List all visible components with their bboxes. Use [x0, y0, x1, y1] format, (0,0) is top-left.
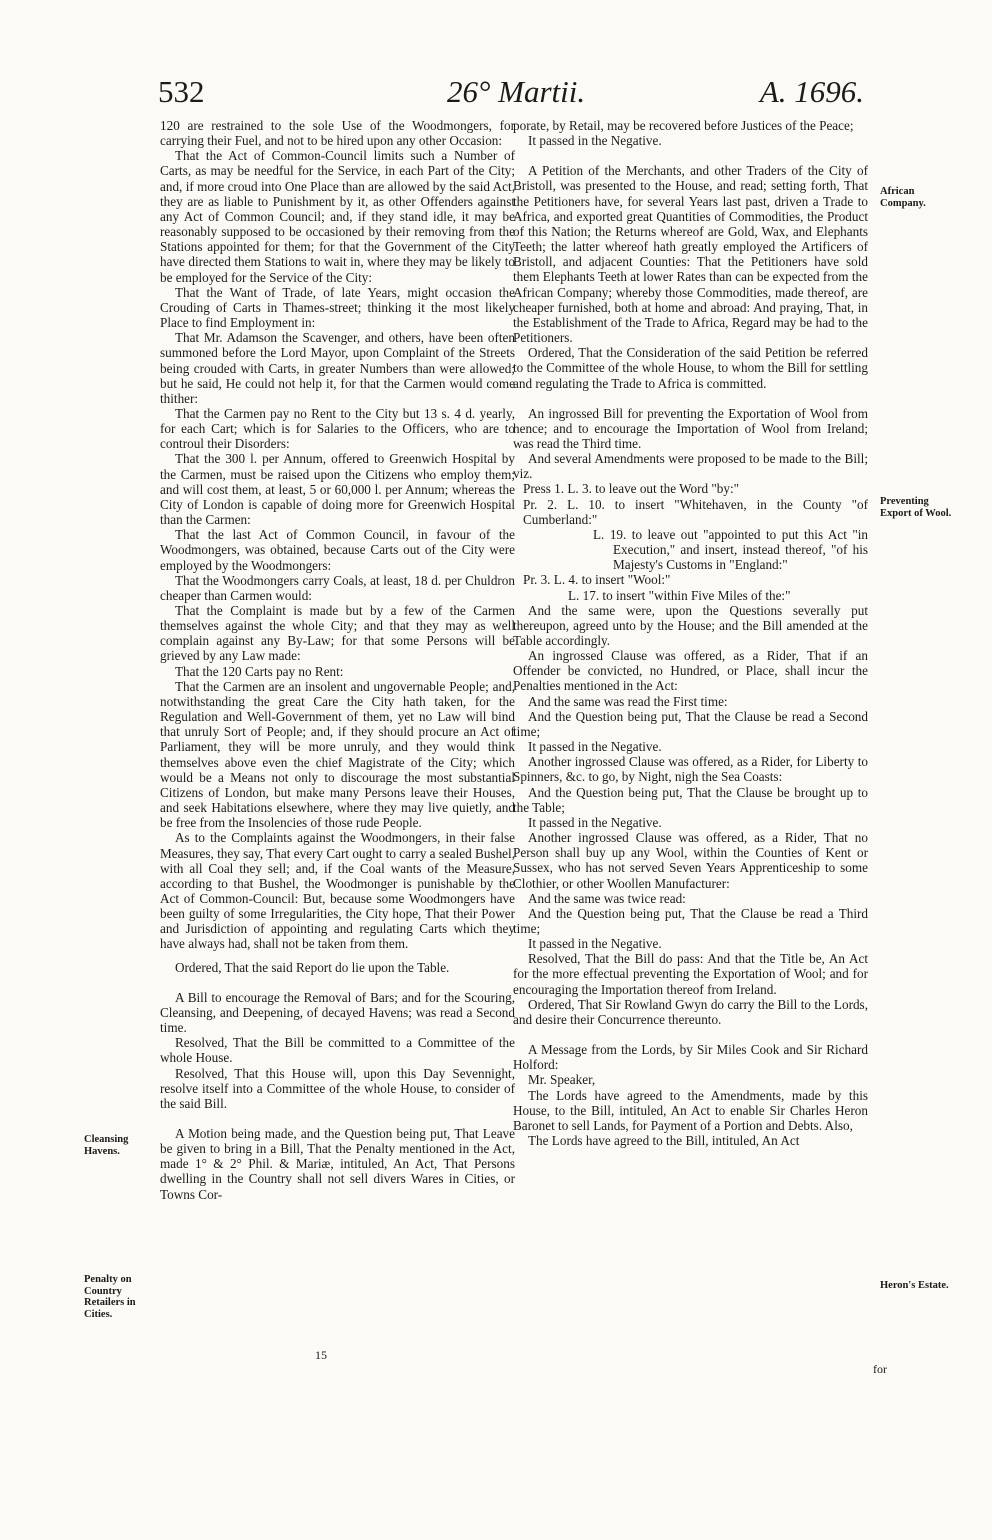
paragraph: That the Want of Trade, of late Years, might occasion the Crouding of Carts in Thames-street; thinking it the most likely Place to find Employment in: — [160, 284, 515, 331]
paragraph: Ordered, That Sir Rowland Gwyn do carry the Bill to the Lords, and desire their Concurrence thereunto. — [513, 996, 868, 1027]
paragraph: It passed in the Negative. — [528, 814, 662, 830]
paragraph: It passed in the Negative. — [528, 739, 662, 755]
margin-note-cleansing-havens: Cleansing Havens. — [84, 1134, 129, 1157]
paragraph: An ingrossed Bill for preventing the Exportation of Wool from hence; and to encourage the Importation of Wool from Ireland; was read the Third time. — [513, 405, 868, 451]
paragraph: Resolved, That this House will, upon this Day Sevennight, resolve itself into a Committee of the whole House, to consider of the said Bill. — [160, 1065, 515, 1111]
amendment: L. 19. to leave out "appointed to put this Act "in Execution," and insert, instead thereof, "of his Majesty's Customs in "England:" — [593, 526, 868, 573]
paragraph: That the Act of Common-Council limits such a Number of Carts, as may be needful for the Service, in each Part of the City; and, if more croud into One Place than are allowed by the said Act, they are as liable to Punishment by it, as other Offenders against any Act of Common Council; and, if they stand idle, it may be reasonably supposed to be occasioned by their removing from the Stations appointed for them; for that the Government of the City have directed them Stations to wait in, where they may be likely to be employed for the Service of the City: — [160, 148, 515, 285]
paragraph: That Mr. Adamson the Scavenger, and others, have been often summoned before the Lord Mayor, upon Complaint of the Streets being crouded with Carts, in greater Numbers than were allowed; but he said, He could not help it, for that the Carmen would come thither: — [160, 330, 515, 406]
paragraph: That the Carmen pay no Rent to the City but 13 s. 4 d. yearly, for each Cart; which is for Salaries to the Officers, who are to controul their Disorders: — [160, 405, 515, 452]
margin-note-african-company: African Company. — [880, 186, 926, 209]
paragraph: And the Question being put, That the Clause be read a Second time; — [513, 708, 868, 739]
paragraph: That the Carmen are an insolent and ungovernable People; and, notwithstanding the great Care the City hath taken, for the Regulation and Well-Government of them, yet no Law will bind that unruly Sort of People; and, if they should procure an Act of Parliament, they will be more unruly, and they would think themselves above even the chief Magistrate of the City; which would be a Means not only to discourage the most substantial Citizens of London, but make many Persons leave their Houses, and seek Habitations elsewhere, where they may live quietly, and be free from the Insolencies of those rude People. — [160, 678, 515, 831]
paragraph: Another ingrossed Clause was offered, as a Rider, for Liberty to Spinners, &c. to go, by Night, nigh the Sea Coasts: — [513, 754, 868, 785]
paragraph: That the 300 l. per Annum, offered to Greenwich Hospital by the Carmen, must be raised upon the Citizens who employ them; and will cost them, at least, 5 or 60,000 l. per Annum; whereas the City of London is capable of doing more for Greenwich Hospital than the Carmen: — [160, 451, 515, 528]
margin-note-heron: Heron's Estate. — [880, 1280, 949, 1291]
margin-note-penalty: Penalty on Country Retailers in Cities. — [84, 1274, 136, 1320]
paragraph: 120 are restrained to the sole Use of the Woodmongers, for carrying their Fuel, and not to be hired upon any other Occasion: — [160, 118, 515, 149]
paragraph: As to the Complaints against the Woodmongers, in their false Measures, they say, That every Cart ought to carry a sealed Bushel, with all Coal they sell; and, if the Coal wants of the Measure, according to that Bushel, the Woodmonger is punishable by the Act of Common-Council: But, because some Woodmongers have been guilty of some Irregularities, the City hope, That their Power and Jurisdiction of appointing and regulating Carts which they have always had, shall not be taken from them. — [160, 830, 515, 952]
paragraph: A Bill to encourage the Removal of Bars; and for the Scouring, Cleansing, and Deepening, of decayed Havens; was read a Second time. — [160, 989, 515, 1036]
left-column — [160, 118, 515, 1202]
paragraph: And the same were, upon the Questions severally put thereupon, agreed unto by the House; and the Bill amended at the Table accordingly. — [513, 602, 868, 648]
paragraph: And the same was twice read: — [528, 890, 686, 906]
order-report: Ordered, That the said Report do lie upon the Table. — [175, 959, 450, 975]
paragraph: It passed in the Negative. — [528, 133, 662, 149]
paragraph: The Lords have agreed to the Bill, intituled, An Act — [528, 1133, 800, 1148]
paragraph: Mr. Speaker, — [528, 1072, 596, 1088]
paragraph: And the same was read the First time: — [528, 693, 728, 709]
paragraph: Another ingrossed Clause was offered, as a Rider, That no Person shall buy up any Wool, within the Counties of Kent or Sussex, who has not served Seven Years Apprenticeship to some Clothier, or other Woollen Manufacturer: — [513, 830, 868, 891]
amendment: Press 1. L. 3. to leave out the Word "by:" — [523, 481, 740, 497]
catchword: for — [873, 1362, 887, 1376]
amendment: Pr. 3. L. 4. to insert "Wool:" — [523, 572, 671, 588]
amendment: Pr. 2. L. 10. to insert "Whitehaven, in the County "of Cumberland:" — [523, 496, 868, 527]
margin-note-wool: Preventing Export of Wool. — [880, 496, 952, 519]
amendment: L. 17. to insert "within Five Miles of the:" — [568, 587, 791, 603]
page-number: 532 — [158, 74, 205, 109]
right-column — [513, 118, 868, 1148]
paragraph: Resolved, That the Bill be committed to a Committee of the whole House. — [160, 1035, 515, 1066]
signature-mark: 15 — [315, 1348, 327, 1362]
paragraph: It passed in the Negative. — [528, 936, 662, 952]
paragraph: That the Woodmongers carry Coals, at least, 18 d. per Chuldron cheaper than Carmen would: — [160, 572, 515, 603]
paragraph: porate, by Retail, may be recovered before Justices of the Peace; — [513, 118, 854, 133]
paragraph: That the 120 Carts pay no Rent: — [175, 663, 344, 679]
paragraph: A Message from the Lords, by Sir Miles Cook and Sir Richard Holford: — [513, 1042, 868, 1073]
paragraph: And the Question being put, That the Clause be read a Third time; — [513, 905, 868, 936]
paragraph: Ordered, That the Consideration of the said Petition be referred to the Committee of the whole House, to whom the Bill for settling and regulating the Trade to Africa is committed. — [513, 345, 868, 391]
paragraph: That the Complaint is made but by a few of the Carmen themselves against the whole City; and that they may as well complain against any By-Law; for that some Persons will be grieved by any Law made: — [160, 603, 515, 664]
paragraph: An ingrossed Clause was offered, as a Rider, That if an Offender be convicted, no Hundred, or Place, shall incur the Penalties mentioned in the Act: — [513, 648, 868, 694]
paragraph: The Lords have agreed to the Amendments, made by this House, to the Bill, intituled, An Act to enable Sir Charles Heron Baronet to sell Lands, for Payment of a Portion and Debts. Also, — [513, 1087, 868, 1133]
paragraph: A Petition of the Merchants, and other Traders of the City of Bristoll, was presented to the House, and read; setting forth, That the Petitioners have, for several Years last past, driven a Trade to Africa, and exported great Quantities of Commodities, the Product of this Nation; the Returns whereof are Gold, Wax, and Elephants Teeth; the latter whereof hath greatly employed the Artificers of Bristoll, and adjacent Counties: That the Petitioners have sold them Elephants Teeth at lower Rates than can be expected from the African Company; whereby those Commodities, made thereof, are cheaper furnished, both at home and abroad: And praying, That, in the Establishment of the Trade to Africa, Regard may be had to the Petitioners. — [513, 163, 868, 346]
page-year: A. 1696. — [759, 74, 864, 109]
paragraph: A Motion being made, and the Question being put, That Leave be given to bring in a Bill, That the Penalty mentioned in the Act, made 1° & 2° Phil. & Mariæ, intituled, An Act, That Persons dwelling in the Country shall not sell divers Wares in Cities, or Towns Cor- — [160, 1126, 515, 1202]
paragraph: That the last Act of Common Council, in favour of the Woodmongers, was obtained, because Carts out of the City were employed by the Woodmongers: — [160, 527, 515, 573]
paragraph: And several Amendments were proposed to be made to the Bill; viz. — [513, 451, 868, 482]
paragraph: And the Question being put, That the Clause be brought up to the Table; — [513, 784, 868, 815]
page-date: 26° Martii. — [447, 74, 586, 109]
paragraph: Resolved, That the Bill do pass: And that the Title be, An Act for the more effectual preventing the Exportation of Wool; and for encouraging the Importation thereof from Ireland. — [513, 951, 868, 997]
